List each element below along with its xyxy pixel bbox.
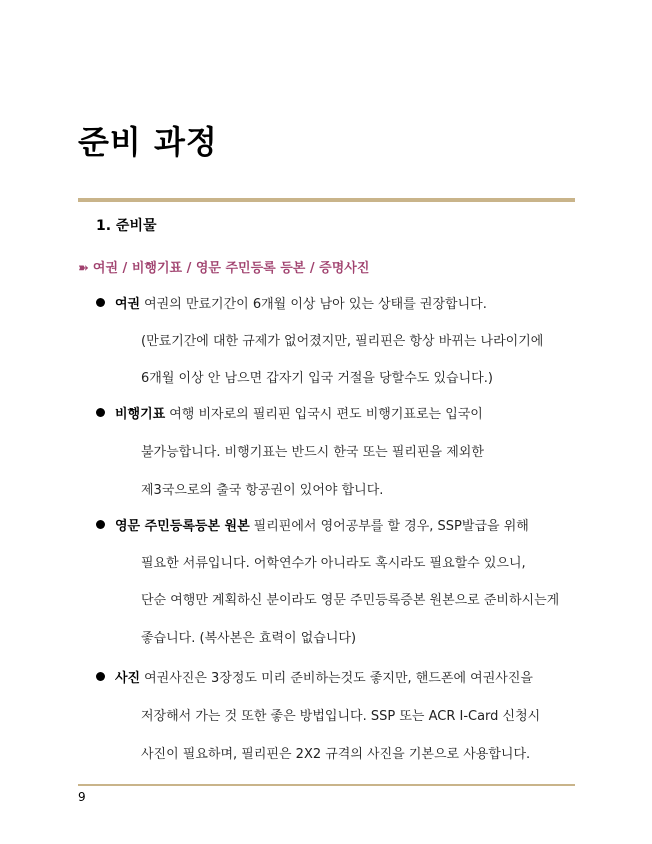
item-line: 필요한 서류입니다. 어학연수가 아니라도 혹시라도 필요할수 있으니, — [141, 556, 526, 571]
item-label: 사진 — [115, 671, 141, 686]
item-line: 좋습니다. (복사본은 효력이 없습니다) — [141, 631, 357, 646]
item-text: 필리핀에서 영어공부를 할 경우, SSP발급을 위해 — [253, 519, 529, 534]
item-line: 사진이 필요하며, 필리핀은 2X2 규격의 사진을 기본으로 사용합니다. — [141, 747, 531, 762]
item-line: 6개월 이상 안 남으면 갑자기 입국 거절을 당할수도 있습니다.) — [141, 371, 493, 386]
subheading — [78, 262, 369, 275]
bullet-icon — [96, 672, 105, 681]
item-line: (만료기간에 대한 규제가 없어졌지만, 필리핀은 항상 바뀌는 나라이기에 — [141, 334, 544, 349]
list-item-photo — [96, 672, 533, 685]
item-text: 여행 비자로의 필리핀 입국시 편도 비행기표로는 입국이 — [169, 407, 483, 422]
item-line: 단순 여행만 계획하신 분이라도 영문 주민등록증본 원본으로 준비하시는게 — [141, 593, 560, 608]
section-heading: 1. 준비물 — [96, 218, 157, 234]
bottom-divider — [78, 784, 575, 786]
bullet-icon — [96, 408, 105, 417]
page-title: 준비 과정 — [78, 123, 218, 161]
item-line: 불가능합니다. 비행기표는 반드시 한국 또는 필리핀을 제외한 — [141, 445, 484, 460]
item-line: 제3국으로의 출국 항공권이 있어야 합니다. — [141, 483, 384, 498]
bullet-icon — [96, 298, 105, 307]
page-number: 9 — [78, 790, 86, 804]
list-item-flight-ticket — [96, 408, 483, 421]
item-line: 저장해서 가는 것 또한 좋은 방법입니다. SSP 또는 ACR I-Card 신청시 — [141, 709, 541, 724]
arrow-icon: ➽ — [78, 261, 89, 276]
item-label: 여권 — [115, 297, 141, 312]
top-divider — [78, 198, 575, 202]
item-text: 여권사진은 3장정도 미리 준비하는것도 좋지만, 핸드폰에 여권사진을 — [144, 671, 533, 686]
item-label: 비행기표 — [115, 407, 166, 422]
list-item-resident-registration — [96, 520, 529, 533]
subheading-text: 여권 / 비행기표 / 영문 주민등록 등본 / 증명사진 — [92, 261, 370, 276]
item-text: 여권의 만료기간이 6개월 이상 남아 있는 상태를 권장합니다. — [144, 297, 487, 312]
bullet-icon — [96, 520, 105, 529]
list-item-passport — [96, 298, 487, 311]
item-label: 영문 주민등록등본 원본 — [115, 519, 250, 534]
